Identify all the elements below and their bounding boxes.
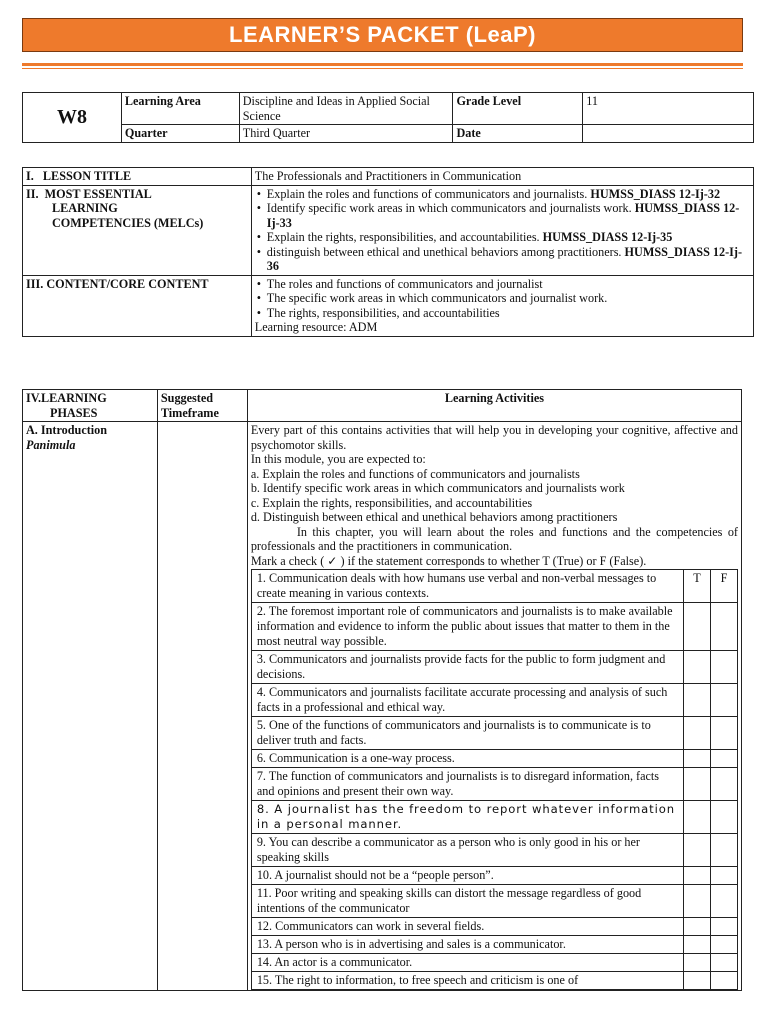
answer-t-box[interactable]	[684, 918, 711, 936]
answer-f-box[interactable]	[711, 918, 738, 936]
packet-title-banner	[22, 18, 743, 52]
content-list	[251, 275, 753, 336]
answer-f-box[interactable]	[711, 768, 738, 801]
answer-f-box[interactable]	[711, 885, 738, 918]
learning-area-label: Learning Area	[121, 93, 239, 125]
answer-f-box[interactable]	[711, 954, 738, 972]
lesson-title-label: I. LESSON TITLE	[23, 168, 252, 186]
quarter-value: Third Quarter	[239, 125, 453, 143]
answer-t-box[interactable]	[684, 885, 711, 918]
melc-list	[251, 185, 753, 275]
answer-f-box[interactable]	[711, 972, 738, 990]
melc-label-line: LEARNING	[52, 201, 118, 215]
intro-text: In this module, you are expected to:	[250, 452, 426, 466]
answer-t-box[interactable]	[684, 717, 711, 750]
content-item: • The rights, responsibilities, and accountabilities	[267, 306, 750, 321]
quiz-statement: 6. Communication is a one-way process.	[251, 750, 683, 768]
quiz-statement: 14. An actor is a communicator.	[251, 954, 683, 972]
lesson-table	[22, 167, 754, 337]
introduction-content	[247, 422, 741, 991]
packet-title: LEARNER’S PACKET (LeaP)	[229, 22, 536, 47]
melc-item: • Explain the rights, responsibilities, and accountabilities. HUMSS_DIASS 12-Ij-35	[267, 230, 750, 245]
melc-label-line: II. MOST ESSENTIAL	[26, 186, 152, 201]
quiz-statement: 12. Communicators can work in several fields.	[251, 918, 683, 936]
melc-item: • Identify specific work areas in which communicators and journalists work. HUMSS_DIASS 12-Ij-33	[267, 201, 750, 230]
answer-t-box[interactable]	[684, 684, 711, 717]
quiz-statement: 11. Poor writing and speaking skills can distort the message regardless of good intentions of the communicator	[251, 885, 683, 918]
quiz-statement: 8. A journalist has the freedom to report whatever information in a personal manner.	[251, 801, 683, 834]
answer-t-box[interactable]	[684, 972, 711, 990]
answer-f-box[interactable]	[711, 801, 738, 834]
week-number: W8	[23, 93, 122, 143]
date-value	[583, 125, 754, 143]
quiz-statement: 3. Communicators and journalists provide facts for the public to form judgment and decisions.	[251, 651, 683, 684]
timeframe-header: Suggested Timeframe	[157, 390, 247, 422]
timeframe-cell	[157, 422, 247, 991]
true-false-quiz	[251, 569, 738, 990]
quiz-statement: 2. The foremost important role of communicators and journalists is to make available information and evidence to inform the public about issues that matter to them in the most neutral way possible.	[251, 603, 683, 651]
phase-introduction: A. Introduction Panimula	[23, 422, 158, 991]
answer-t-box[interactable]	[684, 603, 711, 651]
content-item: • The specific work areas in which communicators and journalist work.	[267, 291, 750, 306]
answer-f-box[interactable]	[711, 750, 738, 768]
quiz-statement: 5. One of the functions of communicators and journalists is to communicate is to deliver truth and facts.	[251, 717, 683, 750]
answer-f-box[interactable]	[711, 936, 738, 954]
learning-area-value: Discipline and Ideas in Applied Social Science	[239, 93, 453, 125]
quiz-statement: 4. Communicators and journalists facilitate accurate processing and analysis of such facts in a professional and ethical way.	[251, 684, 683, 717]
divider	[22, 68, 743, 69]
intro-text: Every part of this contains activities that will help you in developing your cognitive, affective and psychomotor skills.	[250, 423, 738, 452]
grade-level-value: 11	[583, 93, 754, 125]
answer-t-box[interactable]	[684, 954, 711, 972]
answer-t-box[interactable]	[684, 768, 711, 801]
melc-item: • Explain the roles and functions of communicators and journalists. HUMSS_DIASS 12-Ij-32	[267, 187, 750, 202]
answer-f-box[interactable]	[711, 651, 738, 684]
quiz-statement: 10. A journalist should not be a “people person”.	[251, 867, 683, 885]
objective-item: c. Explain the rights, responsibilities, and accountabilities	[250, 495, 533, 510]
answer-f-box[interactable]	[711, 867, 738, 885]
answer-t-box[interactable]	[684, 936, 711, 954]
column-f-header: F	[711, 570, 738, 603]
phases-header: IV.LEARNING PHASES	[23, 390, 158, 422]
quiz-statement: 7. The function of communicators and journalists is to disregard information, facts and opinions and present their own way.	[251, 768, 683, 801]
lesson-title-value: The Professionals and Practitioners in Communication	[251, 168, 753, 186]
grade-level-label: Grade Level	[453, 93, 583, 125]
objective-item: b. Identify specific work areas in which communicators and journalists work	[250, 481, 625, 495]
info-table	[22, 92, 754, 143]
learning-resource: Learning resource: ADM	[254, 320, 378, 334]
quiz-statement: 1. Communication deals with how humans use verbal and non-verbal messages to create meaning in various contexts.	[251, 570, 683, 603]
answer-f-box[interactable]	[711, 834, 738, 867]
quiz-statement: 9. You can describe a communicator as a person who is only good in his or her speaking skills	[251, 834, 683, 867]
content-item: • The roles and functions of communicators and journalist	[267, 277, 750, 292]
answer-f-box[interactable]	[711, 603, 738, 651]
answer-f-box[interactable]	[711, 684, 738, 717]
column-t-header: T	[684, 570, 711, 603]
activities-header: Learning Activities	[247, 390, 741, 422]
intro-text: In this chapter, you will learn about the roles and functions and the competencies of professionals and the practitioners in communication.	[250, 524, 738, 553]
melc-label-line: COMPETENCIES (MELCs)	[52, 215, 204, 230]
date-label: Date	[453, 125, 583, 143]
objective-item: a. Explain the roles and functions of communicators and journalists	[250, 466, 580, 481]
content-label: III. CONTENT/CORE CONTENT	[23, 275, 252, 336]
quarter-label: Quarter	[121, 125, 239, 143]
quiz-statement: 13. A person who is in advertising and sales is a communicator.	[251, 936, 683, 954]
melc-item: • distinguish between ethical and unethical behaviors among practitioners. HUMSS_DIASS 12-Ij-36	[267, 245, 750, 274]
quiz-statement: 15. The right to information, to free speech and criticism is one of	[251, 972, 683, 990]
answer-t-box[interactable]	[684, 867, 711, 885]
answer-t-box[interactable]	[684, 801, 711, 834]
activities-table	[22, 389, 742, 991]
quiz-instruction: Mark a check ( ✓ ) if the statement corresponds to whether T (True) or F (False).	[250, 553, 647, 568]
objective-item: d. Distinguish between ethical and unethical behaviors among practitioners	[250, 510, 618, 524]
divider	[22, 63, 743, 66]
answer-f-box[interactable]	[711, 717, 738, 750]
answer-t-box[interactable]	[684, 651, 711, 684]
melc-label	[23, 185, 252, 275]
answer-t-box[interactable]	[684, 750, 711, 768]
answer-t-box[interactable]	[684, 834, 711, 867]
